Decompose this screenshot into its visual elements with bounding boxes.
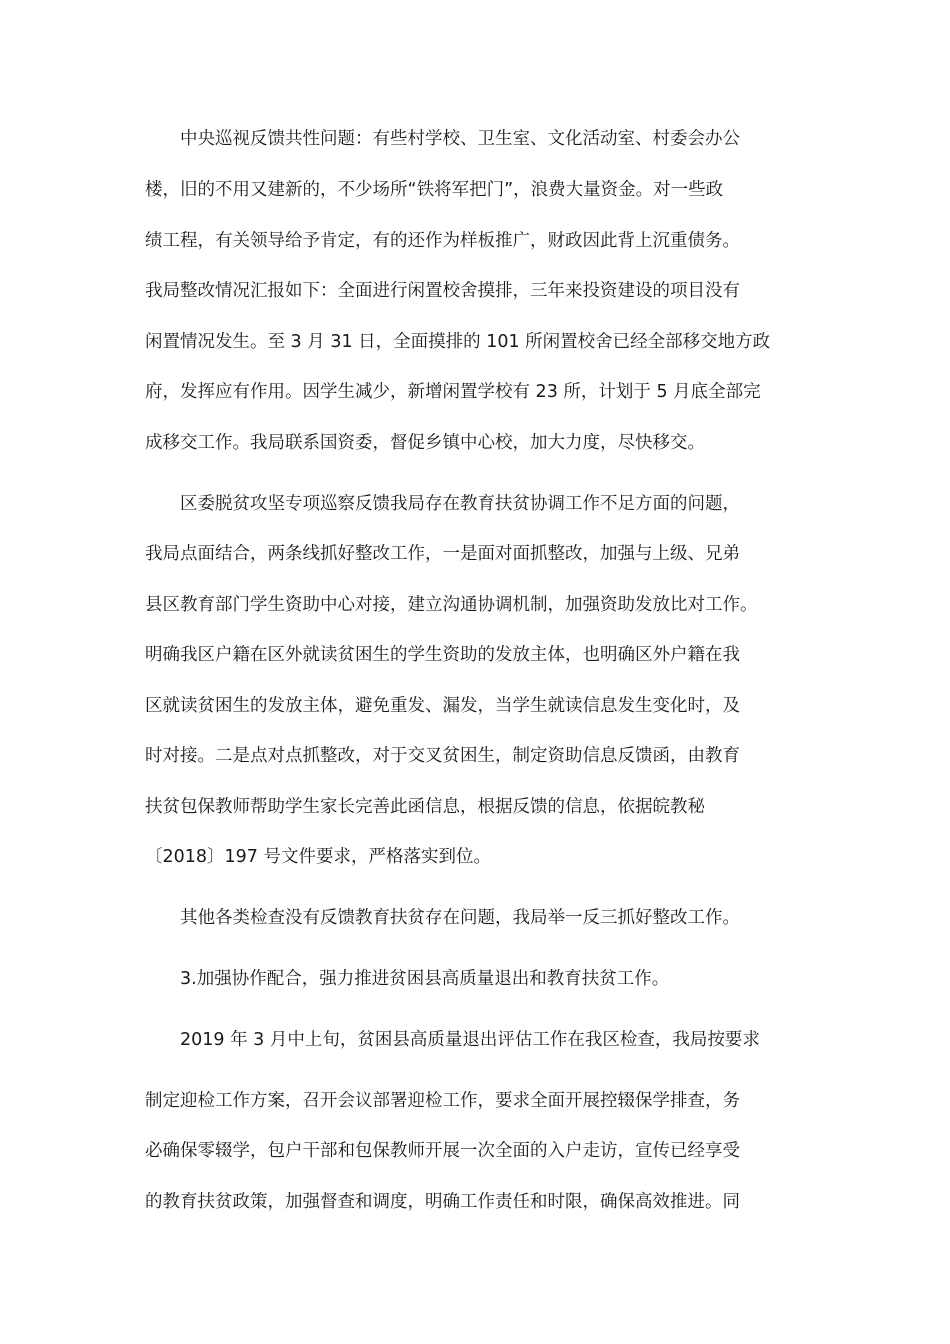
paragraph-2-line-7: 扶贫包保教师帮助学生家长完善此函信息，根据反馈的信息，依据皖教秘 (145, 797, 705, 817)
paragraph-2-line-3: 县区教育部门学生资助中心对接，建立沟通协调机制，加强资助发放比对工作。 (145, 595, 758, 615)
paragraph-2-line-1: 区委脱贫攻坚专项巡察反馈我局存在教育扶贫协调工作不足方面的问题， (180, 494, 740, 514)
paragraph-5-line-2: 制定迎检工作方案，召开会议部署迎检工作，要求全面开展控辍保学排查，务 (145, 1091, 740, 1111)
paragraph-1-line-6: 府，发挥应有作用。因学生减少，新增闲置学校有 23 所，计划于 5 月底全部完 (145, 382, 761, 402)
paragraph-1-line-7: 成移交工作。我局联系国资委，督促乡镇中心校，加大力度，尽快移交。 (145, 433, 705, 453)
paragraph-1-line-1: 中央巡视反馈共性问题：有些村学校、卫生室、文化活动室、村委会办公 (180, 129, 740, 149)
paragraph-2-line-5: 区就读贫困生的发放主体，避免重发、漏发，当学生就读信息发生变化时，及 (145, 696, 740, 716)
paragraph-5-line-1: 2019 年 3 月中上旬，贫困县高质量退出评估工作在我区检查，我局按要求 (180, 1030, 760, 1050)
paragraph-5-line-4: 的教育扶贫政策，加强督查和调度，明确工作责任和时限，确保高效推进。同 (145, 1192, 740, 1212)
paragraph-1-line-2: 楼，旧的不用又建新的，不少场所“铁将军把门”，浪费大量资金。对一些政 (145, 180, 724, 200)
paragraph-1-line-5: 闲置情况发生。至 3 月 31 日，全面摸排的 101 所闲置校舍已经全部移交地方政 (145, 332, 771, 352)
paragraph-2-line-2: 我局点面结合，两条线抓好整改工作，一是面对面抓整改，加强与上级、兄弟 (145, 544, 740, 564)
paragraph-2-line-8: 〔2018〕197 号文件要求，严格落实到位。 (145, 847, 491, 867)
paragraph-2-line-6: 时对接。二是点对点抓整改，对于交叉贫困生，制定资助信息反馈函，由教育 (145, 746, 740, 766)
paragraph-3-line-1: 其他各类检查没有反馈教育扶贫存在问题，我局举一反三抓好整改工作。 (180, 908, 740, 928)
section-heading-3: 3.加强协作配合，强力推进贫困县高质量退出和教育扶贫工作。 (180, 969, 670, 989)
paragraph-5-line-3: 必确保零辍学，包户干部和包保教师开展一次全面的入户走访，宣传已经享受 (145, 1141, 740, 1161)
paragraph-1-line-4: 我局整改情况汇报如下：全面进行闲置校舍摸排，三年来投资建设的项目没有 (145, 281, 740, 301)
paragraph-2-line-4: 明确我区户籍在区外就读贫困生的学生资助的发放主体，也明确区外户籍在我 (145, 645, 740, 665)
paragraph-1-line-3: 绩工程，有关领导给予肯定，有的还作为样板推广，财政因此背上沉重债务。 (145, 231, 740, 251)
